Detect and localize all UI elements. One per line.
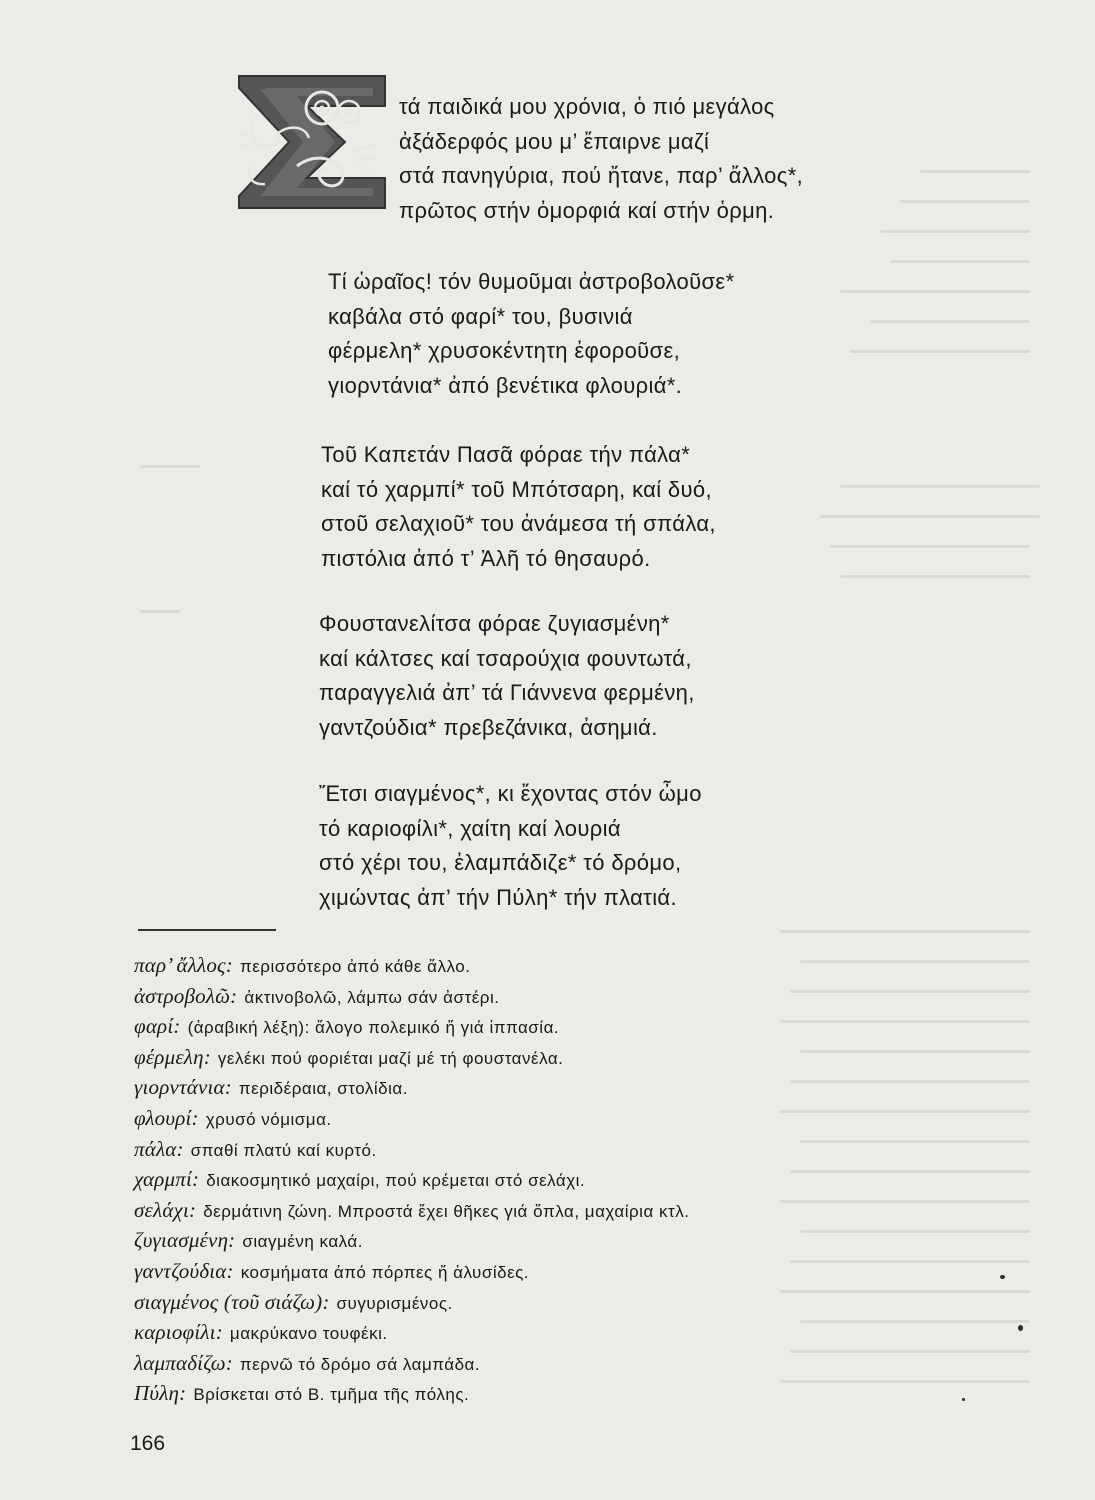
poem-line: καί τό χαρμπί* τοῦ Μπότσαρη, καί δυό,	[321, 476, 712, 502]
poem-line: Τοῦ Καπετάν Πασᾶ φόραε τήν πάλα*	[321, 442, 691, 467]
glossary-definition: περισσότερο ἀπό κάθε ἄλλο.	[239, 957, 471, 976]
glossary-term: φέρμελη:	[134, 1044, 211, 1069]
stanza	[319, 777, 702, 915]
glossary-entry	[134, 981, 1034, 1012]
poem-line: πιστόλια ἀπό τ’ Ἀλῆ τό θησαυρό.	[321, 545, 651, 571]
poem-line: πρῶτος στήν ὀμορφιά καί στήν ὁρμη.	[399, 197, 775, 223]
poem-line: στά πανηγύρια, πού ἤτανε, παρ’ ἄλλος*,	[399, 163, 804, 188]
poem-line: γαντζούδια* πρεβεζάνικα, ἀσημιά.	[319, 714, 658, 740]
poem-line: παραγγελιά ἀπ’ τά Γιάννενα φερμένη,	[319, 680, 695, 705]
print-speck	[962, 1398, 965, 1401]
glossary-entry	[134, 1225, 1034, 1256]
footnote-divider	[138, 929, 276, 931]
glossary-definition: κοσμήματα ἀπό πόρπες ἤ ἁλυσίδες.	[240, 1262, 530, 1282]
glossary-term: γιορντάνια:	[134, 1075, 232, 1100]
poem-line: καβάλα στό φαρί* του, βυσινιά	[328, 303, 633, 329]
print-speck	[1000, 1275, 1005, 1279]
poem-line: καί κάλτσες καί τσαρούχια φουντωτά,	[319, 645, 692, 671]
poem-line: Ἔτσι σιαγμένος*, κι ἔχοντας στόν ὦμο	[319, 781, 702, 806]
glossary-term: ζυγιασμένη:	[134, 1228, 236, 1253]
glossary-entry	[134, 1287, 1034, 1318]
glossary-entry	[134, 1348, 1034, 1379]
glossary-definition: χρυσό νόμισμα.	[205, 1109, 332, 1129]
glossary-definition: ἀκτινοβολῶ, λάμπω σάν ἀστέρι.	[244, 987, 500, 1007]
glossary-definition: σπαθί πλατύ καί κυρτό.	[190, 1140, 377, 1160]
glossary-term: γαντζούδια:	[134, 1258, 234, 1283]
poem-line: χιμώντας ἀπ’ τήν Πύλη* τήν πλατιά.	[319, 884, 677, 910]
stanza	[319, 607, 695, 745]
glossary-term: σελάχι:	[134, 1197, 197, 1222]
poem-line: Φουστανελίτσα φόραε ζυγιασμένη*	[319, 611, 670, 636]
glossary-term: παρ’ ἄλλος:	[134, 953, 233, 977]
poem-line: Τί ὡραῖος! τόν θυμοῦμαι ἀστροβολοῦσε*	[328, 269, 735, 294]
glossary-entry	[134, 1072, 1034, 1103]
poem-line: στό χέρι του, ἐλαμπάδιζε* τό δρόμο,	[319, 850, 682, 875]
poem-line: τά παιδικά μου χρόνια, ὁ πιό μεγάλος	[399, 94, 775, 119]
glossary-entry	[134, 950, 1034, 981]
glossary-term: λαμπαδίζω:	[134, 1350, 233, 1375]
glossary-definition: (ἀραβική λέξη): ἄλογο πολεμικό ἤ γιά ἱππασία.	[187, 1018, 560, 1038]
glossary-term: φαρί:	[134, 1014, 181, 1039]
glossary-definition: Βρίσκεται στό Β. τμῆμα τῆς πόλης.	[193, 1385, 470, 1405]
glossary-definition: δερμάτινη ζώνη. Μπροστά ἔχει θῆκες γιά ὅπλα, μαχαίρια κτλ.	[203, 1201, 690, 1221]
glossary-definition: περνῶ τό δρόμο σά λαμπάδα.	[239, 1354, 481, 1374]
glossary-term: καριοφίλι:	[134, 1320, 223, 1345]
glossary-definition: διακοσμητικό μαχαίρι, πού κρέμεται στό σελάχι.	[206, 1171, 586, 1191]
glossary-entry	[134, 1317, 1034, 1348]
glossary-term: φλουρί:	[134, 1105, 199, 1130]
glossary-definition: περιδέραια, στολίδια.	[238, 1079, 408, 1099]
glossary-definition: γελέκι πού φοριέται μαζί μέ τή φουστανέλα.	[217, 1048, 564, 1068]
glossary-term: ἀστροβολῶ:	[134, 983, 238, 1008]
glossary-entry	[134, 1256, 1034, 1287]
glossary-entry	[134, 1164, 1034, 1195]
poem-line: στοῦ σελαχιοῦ* του ἀνάμεσα τή σπάλα,	[321, 511, 716, 536]
poem-line: γιορντάνια* ἀπό βενέτικα φλουριά*.	[328, 372, 683, 398]
glossary-entry	[134, 1042, 1034, 1073]
print-speck	[1018, 1325, 1023, 1331]
glossary	[134, 950, 1034, 1409]
stanza	[321, 438, 716, 576]
glossary-definition: συγυρισμένος.	[336, 1293, 453, 1313]
glossary-entry	[134, 1195, 1034, 1226]
glossary-term: σιαγμένος (τοῦ σιάζω):	[134, 1289, 330, 1314]
page-number: 166	[130, 1432, 166, 1455]
glossary-definition: μακρύκανο τουφέκι.	[229, 1324, 388, 1344]
glossary-entry	[134, 1378, 1034, 1409]
poem-line: τό καριοφίλι*, χαίτη καί λουριά	[319, 815, 621, 841]
stanza	[399, 90, 803, 228]
glossary-entry	[134, 1103, 1034, 1134]
glossary-term: χαρμπί:	[134, 1167, 200, 1192]
poem-line: ἀξάδερφός μου μ’ ἔπαιρνε μαζί	[399, 128, 710, 154]
glossary-term: πάλα:	[134, 1136, 184, 1161]
glossary-entry	[134, 1134, 1034, 1165]
glossary-entry	[134, 1011, 1034, 1042]
glossary-term: Πύλη:	[134, 1381, 187, 1406]
poem-line: φέρμελη* χρυσοκέντητη ἐφοροῦσε,	[328, 338, 681, 363]
glossary-definition: σιαγμένη καλά.	[242, 1232, 363, 1252]
stanza	[328, 265, 734, 403]
